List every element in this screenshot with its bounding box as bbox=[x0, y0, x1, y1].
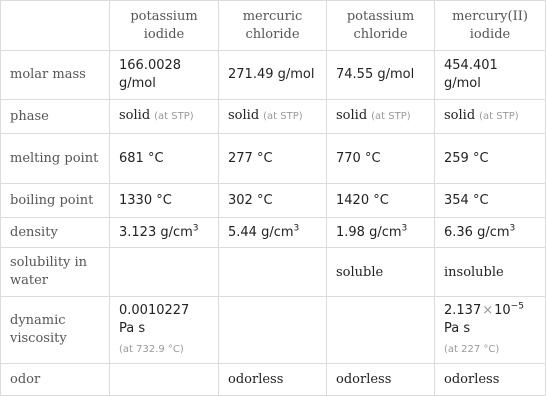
column-header: potassium chloride bbox=[327, 1, 435, 51]
phase-value: solid bbox=[228, 108, 260, 123]
phase-note: (at STP) bbox=[371, 111, 411, 122]
header-row bbox=[1, 1, 546, 51]
table-cell: odorless bbox=[219, 364, 327, 396]
density-exponent: 3 bbox=[293, 223, 300, 234]
table-cell bbox=[219, 297, 327, 364]
row-label: phase bbox=[1, 100, 110, 134]
viscosity-base: 10 bbox=[494, 302, 511, 318]
table-cell: 354 °C bbox=[435, 184, 546, 218]
table-row bbox=[1, 100, 546, 134]
table-cell bbox=[327, 100, 435, 134]
table-cell bbox=[110, 248, 219, 297]
viscosity-unit: Pa s bbox=[444, 320, 471, 336]
density-value: 1.98 g/cm bbox=[336, 224, 402, 240]
table-cell bbox=[110, 100, 219, 134]
density-exponent: 3 bbox=[401, 223, 408, 234]
corner-cell bbox=[1, 1, 110, 51]
row-label: dynamic viscosity bbox=[1, 297, 110, 364]
table-cell: 166.0028 g/mol bbox=[110, 51, 219, 100]
table-cell: 681 °C bbox=[110, 134, 219, 184]
table-cell: 770 °C bbox=[327, 134, 435, 184]
table-row bbox=[1, 134, 546, 184]
table-cell bbox=[435, 100, 546, 134]
density-value: 5.44 g/cm bbox=[228, 224, 294, 240]
density-value: 3.123 g/cm bbox=[119, 224, 193, 240]
phase-note: (at STP) bbox=[263, 111, 303, 122]
table-cell: 259 °C bbox=[435, 134, 546, 184]
phase-note: (at STP) bbox=[154, 111, 194, 122]
phase-value: solid bbox=[336, 108, 368, 123]
table-cell: insoluble bbox=[435, 248, 546, 297]
column-header: mercury(II) iodide bbox=[435, 1, 546, 51]
times-sign: × bbox=[482, 302, 494, 318]
table-cell bbox=[327, 218, 435, 248]
row-label: boiling point bbox=[1, 184, 110, 218]
row-label: melting point bbox=[1, 134, 110, 184]
table-cell: 271.49 g/mol bbox=[219, 51, 327, 100]
column-header: mercuric chloride bbox=[219, 1, 327, 51]
column-header: potassium iodide bbox=[110, 1, 219, 51]
table-cell: 277 °C bbox=[219, 134, 327, 184]
table-cell: soluble bbox=[327, 248, 435, 297]
table-cell: 454.401 g/mol bbox=[435, 51, 546, 100]
row-label: solubility in water bbox=[1, 248, 110, 297]
table-cell: 302 °C bbox=[219, 184, 327, 218]
phase-value: solid bbox=[444, 108, 476, 123]
viscosity-note: (at 732.9 °C) bbox=[119, 343, 184, 355]
density-exponent: 3 bbox=[192, 223, 199, 234]
table-cell bbox=[219, 100, 327, 134]
table-row bbox=[1, 218, 546, 248]
table-cell bbox=[219, 248, 327, 297]
phase-value: solid bbox=[119, 108, 151, 123]
table-cell bbox=[219, 218, 327, 248]
table-cell bbox=[435, 218, 546, 248]
table-cell: 1330 °C bbox=[110, 184, 219, 218]
row-label: odor bbox=[1, 364, 110, 396]
viscosity-exponent: −5 bbox=[510, 301, 524, 312]
phase-note: (at STP) bbox=[479, 111, 519, 122]
row-label: density bbox=[1, 218, 110, 248]
table-row bbox=[1, 248, 546, 297]
viscosity-unit: Pa s bbox=[119, 320, 146, 336]
table-cell bbox=[327, 297, 435, 364]
table-cell bbox=[110, 364, 219, 396]
table-cell bbox=[110, 218, 219, 248]
row-label: molar mass bbox=[1, 51, 110, 100]
table-cell: 1420 °C bbox=[327, 184, 435, 218]
table-cell: odorless bbox=[327, 364, 435, 396]
density-value: 6.36 g/cm bbox=[444, 224, 510, 240]
table-cell: odorless bbox=[435, 364, 546, 396]
table-cell bbox=[435, 297, 546, 364]
density-exponent: 3 bbox=[509, 223, 516, 234]
viscosity-note: (at 227 °C) bbox=[444, 343, 500, 355]
table-row bbox=[1, 51, 546, 100]
table-cell: 74.55 g/mol bbox=[327, 51, 435, 100]
table-cell bbox=[110, 297, 219, 364]
table-row bbox=[1, 364, 546, 396]
viscosity-mantissa: 2.137 bbox=[444, 302, 482, 318]
viscosity-value: 0.0010227 bbox=[119, 302, 190, 318]
table-row bbox=[1, 297, 546, 364]
table-row bbox=[1, 184, 546, 218]
